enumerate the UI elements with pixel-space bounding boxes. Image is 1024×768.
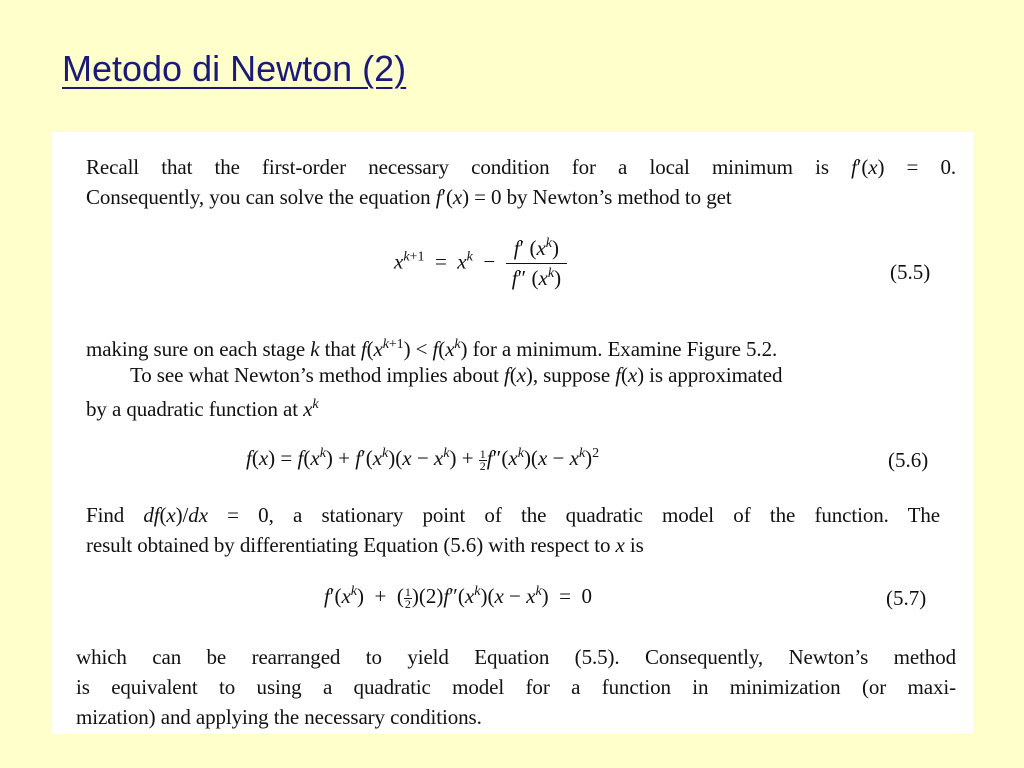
paragraph-2-line-1: making sure on each stage k that $f(x^{k+1}) < f(x^k)$ for a minimum. Examine Figure 5.2. — [86, 337, 778, 361]
scanned-page — [52, 132, 973, 734]
paragraph-1-line-2: Consequently, you can solve the equation f′(x) = 0 by Newton’s method to get — [86, 185, 732, 209]
slide-title: Metodo di Newton (2) — [62, 48, 407, 89]
paragraph-4-line-2: is equivalent to using a quadratic model for a function in minimization (or maxi- — [76, 675, 956, 699]
paragraph-1-line-1: Recall that the first-order necessary condition for a local minimum is f′(x) = 0. — [86, 155, 956, 179]
paragraph-3-line-2: result obtained by differentiating Equation (5.6) with respect to x is — [86, 533, 644, 557]
equation-number-5-7: (5.7) — [886, 586, 927, 610]
paragraph-4-line-3: mization) and applying the necessary conditions. — [76, 705, 482, 729]
paragraph-2-line-2: To see what Newton’s method implies about f(x), suppose f(x) is approximated — [130, 363, 783, 387]
equation-5-6: $f(x) = f(x^k) + f'(x^k)(x - x^k)$ + $\frac{1}{2}$ $f''(x^k)(x - x^k)^2$ — [246, 446, 600, 473]
equation-number-5-6: (5.6) — [888, 448, 929, 472]
equation-number-5-5: (5.5) — [890, 260, 931, 284]
paragraph-4-line-1: which can be rearranged to yield Equation (5.5). Consequently, Newton’s method — [76, 645, 956, 669]
paragraph-3-line-1: Find df(x)/dx = 0, a stationary point of the quadratic model of the function. The — [86, 503, 940, 527]
equation-5-5: $x^{k+1} = x^k$ − $\frac{f' (x^k)}{f'' (x^k)}$ — [394, 236, 567, 291]
equation-5-7: $f'(x^k)$ + ( $\frac{1}{2}$ )$(2)f''(x^k)(x - x^k) = 0$ — [324, 584, 593, 611]
paragraph-2-line-3: by a quadratic function at $x^k$ — [86, 397, 319, 421]
